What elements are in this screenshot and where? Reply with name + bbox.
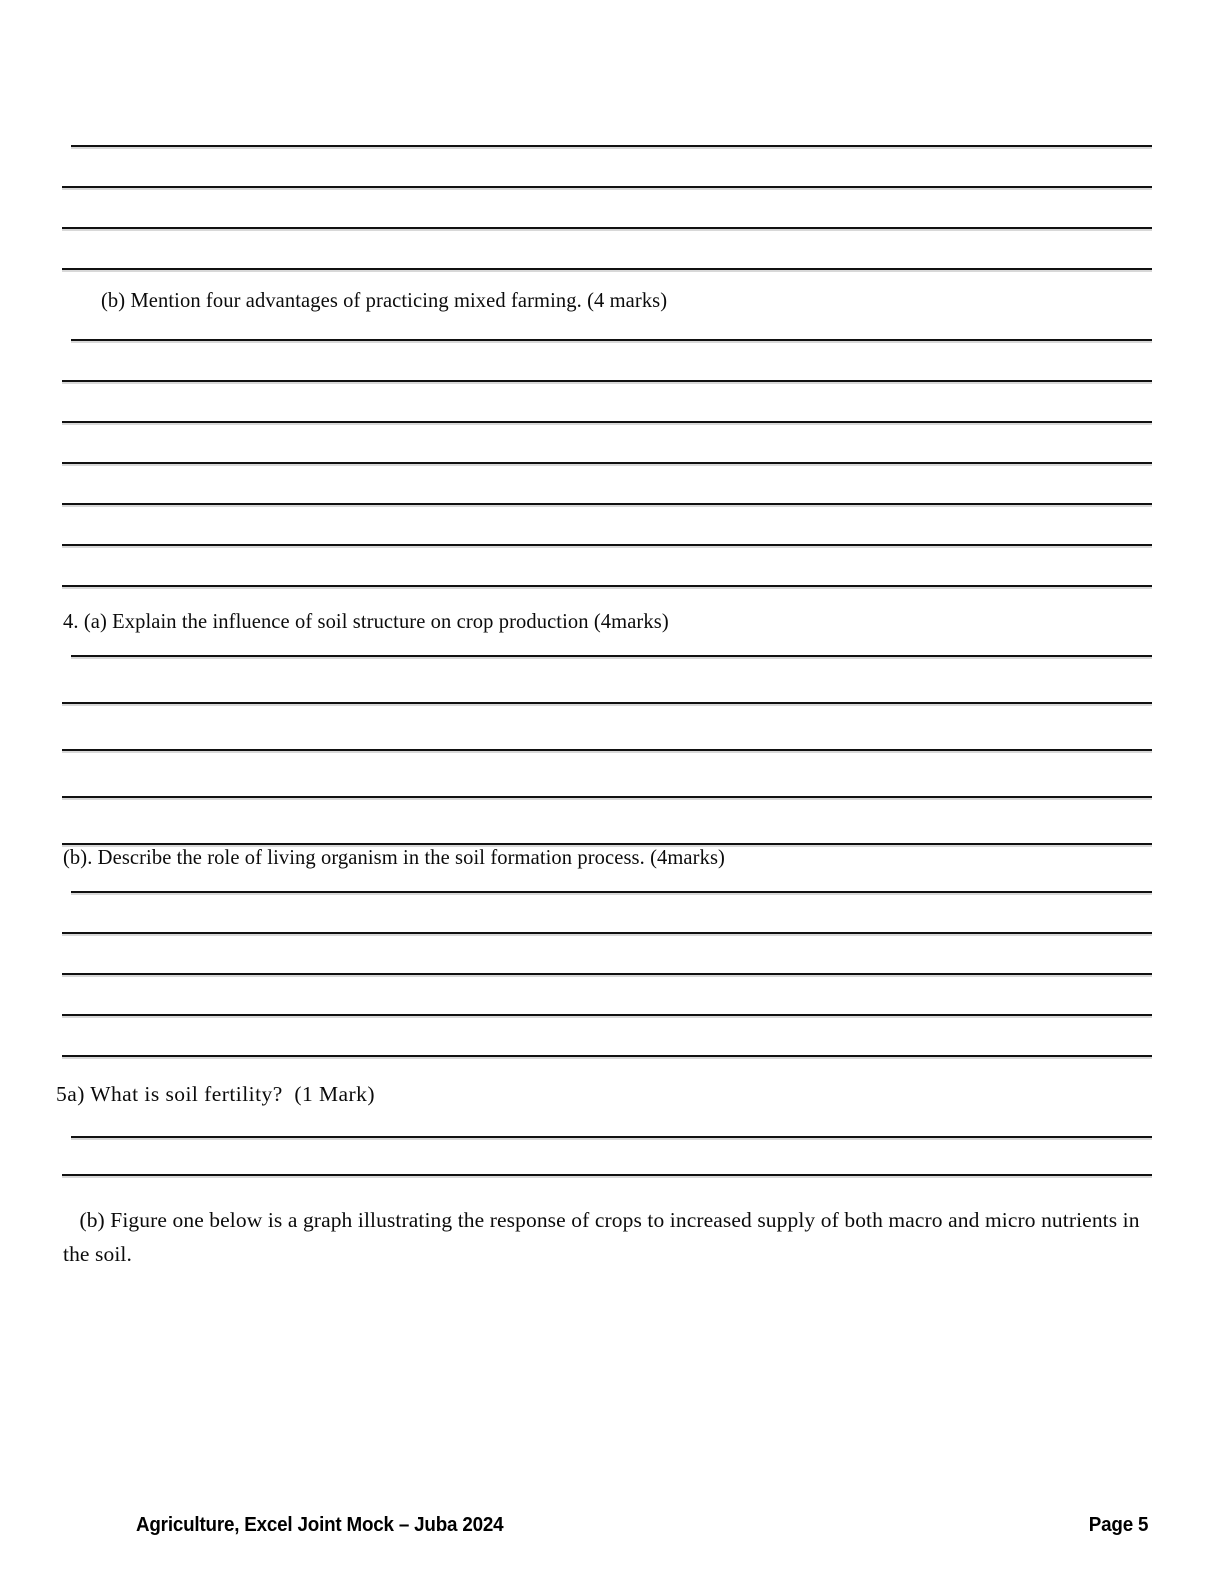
answer-line [62, 796, 1152, 798]
question-3b-text: (b) Mention four advantages of practicing mixed farming. (4 marks) [101, 288, 668, 312]
question-5b-text: (b) Figure one below is a graph illustrating the response of crops to increased supply of both macro and micro nutrients in the soil. [63, 1208, 1146, 1266]
question-4a-text: 4. (a) Explain the influence of soil structure on crop production (4marks) [63, 609, 669, 633]
answer-line [62, 1174, 1152, 1176]
page-footer [0, 1494, 1224, 1584]
answer-line [62, 1055, 1152, 1057]
answer-line [62, 932, 1152, 934]
question-5a-text: 5a) What is soil fertility? (1 Mark) [56, 1082, 375, 1106]
answer-line [71, 339, 1152, 341]
question-4b-text: (b). Describe the role of living organism in the soil formation process. (4marks) [63, 845, 725, 869]
answer-line [62, 1014, 1152, 1016]
answer-line [62, 462, 1152, 464]
answer-line [71, 655, 1152, 657]
answer-line [71, 145, 1152, 147]
answer-line [62, 702, 1152, 704]
answer-line [62, 380, 1152, 382]
answer-line [62, 503, 1152, 505]
answer-line [62, 227, 1152, 229]
answer-line [62, 973, 1152, 975]
answer-line [62, 421, 1152, 423]
footer-exam-title: Agriculture, Excel Joint Mock – Juba 2024 [136, 1514, 504, 1536]
answer-line [71, 891, 1152, 893]
answer-line [71, 1136, 1152, 1138]
answer-line [62, 186, 1152, 188]
answer-line [62, 268, 1152, 270]
footer-page-number: Page 5 [1088, 1514, 1148, 1536]
answer-line [62, 544, 1152, 546]
answer-line [62, 749, 1152, 751]
answer-line [62, 585, 1152, 587]
